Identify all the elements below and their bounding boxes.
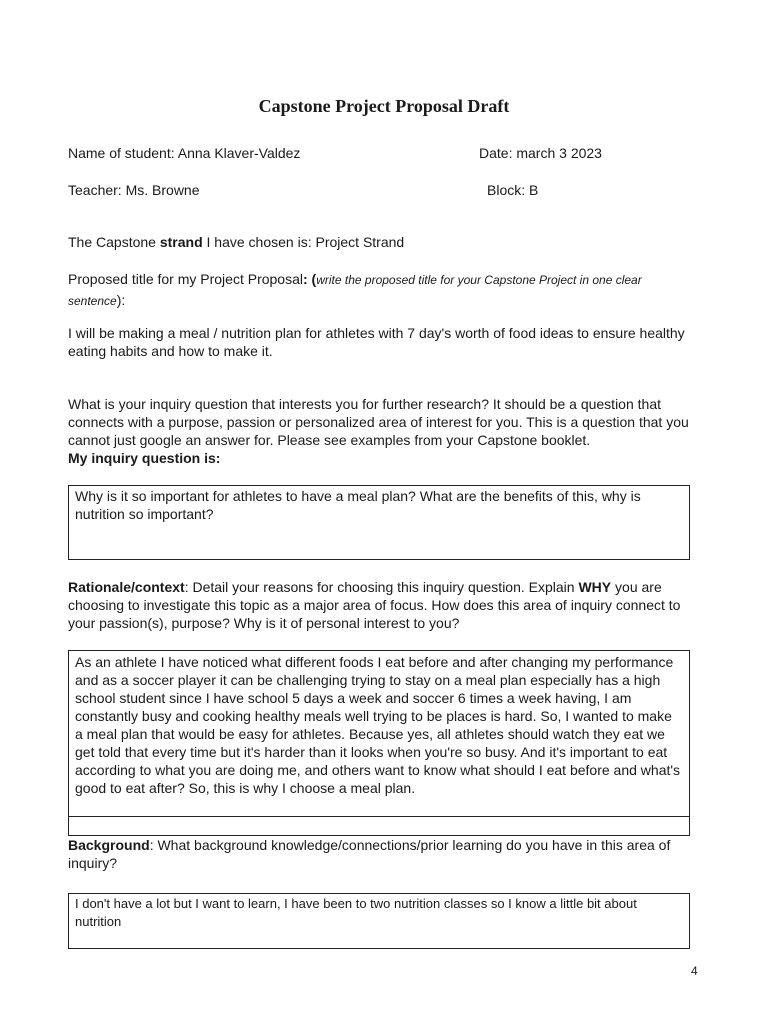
- proposed-title-prompt: [68, 269, 698, 311]
- page-title: Capstone Project Proposal Draft: [258, 96, 510, 116]
- proposed-title-answer: I will be making a meal / nutrition plan for athletes with 7 day's worth of food ideas to ensure healthy eating habits and how to make it.: [68, 325, 685, 359]
- proposed-title-instruction: write the proposed title for your Capstone Project in one clear sentence: [68, 273, 642, 308]
- proposed-title-colon: : (: [303, 271, 317, 287]
- background-answer-box: [68, 893, 690, 949]
- rationale-prompt: [68, 578, 698, 632]
- page-number: 4: [691, 964, 698, 978]
- inquiry-answer: Why is it so important for athletes to have a meal plan? What are the benefits of this, why is nutrition so important?: [75, 488, 641, 522]
- block: Block: B: [487, 182, 539, 198]
- rationale-answer-box: [68, 650, 690, 817]
- background-label: Background: [68, 837, 150, 853]
- proposed-title-close: ):: [116, 292, 126, 308]
- box-right-edge: [689, 816, 690, 836]
- inquiry-prompt: What is your inquiry question that interests you for further research? It should be a question that connects with a purpose, passion or personalized area of interest for you. This is a question that you cannot just google an answer for. Please see examples from your Capstone booklet.: [68, 396, 689, 448]
- strand-suffix: I have chosen is: Project Strand: [202, 234, 405, 250]
- rationale-answer: As an athlete I have noticed what different foods I eat before and after changing my performance and as a soccer player it can be challenging trying to stay on a meal plan especially has a high school student since I have school 5 days a week and soccer 6 times a week having, I am constantly busy and cooking healthy meals well trying to be places is hard. So, I wanted to make a meal plan that would be easy for athletes. Because yes, all athletes should watch they eat we get told that every time but it's harder than it looks when you're so busy. And it's important to eat according to what you are doing me, and others want to know what should I eat before and what's good to eat after? So, this is why I choose a meal plan.: [75, 654, 681, 796]
- background-text: : What background knowledge/connections/prior learning do you have in this area of inquiry?: [68, 837, 671, 871]
- background-answer: I don't have a lot but I want to learn, I have been to two nutrition classes so I know a little bit about nutrition: [75, 896, 637, 929]
- student-name: Name of student: Anna Klaver-Valdez: [68, 145, 301, 161]
- teacher-name: Teacher: Ms. Browne: [68, 182, 200, 198]
- date: Date: march 3 2023: [479, 145, 602, 161]
- strand-prefix: The Capstone: [68, 234, 160, 250]
- strand-line: [68, 233, 404, 251]
- rationale-text-1: : Detail your reasons for choosing this inquiry question. Explain: [184, 579, 579, 595]
- proposed-title-label: Proposed title for my Project Proposal: [68, 271, 303, 287]
- rationale-why: WHY: [578, 579, 612, 595]
- inquiry-label: My inquiry question is:: [68, 450, 221, 466]
- strand-bold: strand: [159, 234, 203, 250]
- inquiry-answer-box: [68, 485, 690, 560]
- background-prompt: [68, 836, 694, 872]
- rationale-label: Rationale/context: [68, 579, 185, 595]
- rationale-text-2: you are choosing to investigate this topic as a major area of focus. How does this area of inquiry connect to your passion(s), purpose? Why is it of personal interest to you?: [68, 579, 681, 631]
- box-left-edge: [68, 816, 69, 836]
